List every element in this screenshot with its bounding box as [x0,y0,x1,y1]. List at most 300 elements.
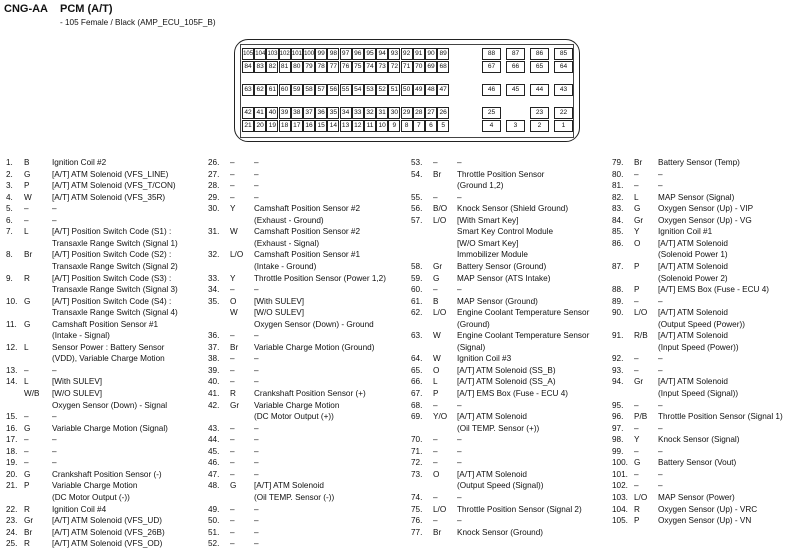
pin-number: 66. [411,377,423,387]
pin-number: 37. [208,342,220,352]
connector-pin: 19 [266,120,278,132]
connector-pin: 39 [279,107,291,119]
pin-number: 76. [411,516,423,526]
pin-description: Transaxle Range Switch (Signal 2) [52,261,178,271]
wire-color: P [24,481,30,491]
connector-pin: 74 [364,61,376,73]
connector-pin: 49 [413,84,425,96]
wire-color: Br [634,158,643,167]
connector-pin: 16 [303,120,315,132]
pin-description: [With SULEV] [254,296,305,306]
wire-color: W [230,227,238,237]
pin-description: (Solenoid Power 2) [658,273,728,283]
connector-pin: 20 [254,120,266,132]
pin-description: – [658,469,663,479]
wire-color: – [24,365,29,375]
pin-description: (Output Speed (Signal)) [457,481,544,491]
pin-description: Ignition Coil #3 [457,354,512,364]
wire-color: – [433,458,438,468]
pin-description: [A/T] ATM Solenoid [658,261,728,271]
wire-color: Y [230,273,236,283]
pin-number: 84. [612,215,624,225]
wire-color: – [230,365,235,375]
connector-pin: 62 [254,84,266,96]
pin-number: 95. [612,400,624,410]
pin-description: – [254,446,259,456]
pin-number: 45. [208,446,220,456]
connector-pin: 91 [413,48,425,60]
pin-description: Immobilizer Module [457,250,528,260]
pin-description: – [52,458,57,468]
connector-pin: 97 [340,48,352,60]
connector-pin: 34 [340,107,352,119]
wire-color: Y [230,204,236,214]
pin-number: 73. [411,469,423,479]
pin-description: (Exhaust - Ground) [254,215,324,225]
pin-description: – [254,365,259,375]
wire-color: – [230,446,235,456]
wire-color: L/O [634,492,648,502]
pin-description: [W/O SULEV] [52,389,103,398]
connector-pin: 40 [266,107,278,119]
wire-color: P [433,389,439,398]
pin-number: 79. [612,158,624,167]
pin-description: MAP Sensor (Ground) [457,296,538,306]
wire-color: – [230,539,235,549]
pin-number: 14. [6,377,18,387]
connector-pin: 7 [413,120,425,132]
connector-pin: 67 [482,61,501,73]
wire-color: – [24,458,29,468]
wire-color: – [230,377,235,387]
pin-description: – [254,527,259,537]
pin-description: (Intake - Ground) [254,261,317,271]
connector-pin: 5 [437,120,449,132]
wire-color: W [24,192,32,202]
connector-pin: 32 [364,107,376,119]
connector-pin: 72 [388,61,400,73]
pin-description: (Ground) [457,319,490,329]
header-code: CNG-AA [4,3,48,15]
pin-description: [A/T] EMS Box (Fuse - ECU 4) [457,389,569,398]
connector-pin: 64 [554,61,573,73]
pin-description: – [457,435,462,445]
pin-description: – [658,181,663,191]
connector-pin: 25 [482,107,501,119]
wire-color: – [634,365,639,375]
pin-description: Sensor Power : Battery Sensor [52,342,165,352]
pin-number: 97. [612,423,624,433]
wire-color: – [230,469,235,479]
pin-description: [A/T] Position Switch Code (S3) : [52,273,172,283]
pin-description: Engine Coolant Temperature Sensor [457,331,590,341]
wire-color: – [634,423,639,433]
wire-color: Br [230,342,239,352]
pin-number: 17. [6,435,18,445]
wire-color: – [634,296,639,306]
connector-pin: 28 [413,107,425,119]
pin-description: [With SULEV] [52,377,103,387]
pin-description: [W/O SULEV] [254,308,305,318]
wire-color: Br [24,250,33,260]
wire-color: Gr [24,516,34,526]
pin-description: Variable Charge Motion [254,400,340,410]
pin-description: – [254,469,259,479]
pin-description: [A/T] ATM Solenoid (VFS_LINE) [52,169,169,179]
pin-description: – [254,158,259,167]
pin-description: (Oil TEMP. Sensor (-)) [254,492,335,502]
pin-description: – [658,354,663,364]
wire-color: W [230,308,238,318]
pin-description: – [457,400,462,410]
pin-description: Ignition Coil #2 [52,158,107,167]
connector-pin: 33 [352,107,364,119]
wire-color: W [433,354,441,364]
wire-color: – [634,354,639,364]
pin-description: – [658,365,663,375]
pin-description: – [254,192,259,202]
pin-number: 62. [411,308,423,318]
wire-color: – [433,400,438,410]
wire-color: – [634,169,639,179]
pin-description: – [658,169,663,179]
wire-color: – [24,435,29,445]
connector-pin: 73 [376,61,388,73]
connector-pin: 82 [266,61,278,73]
connector-pin: 15 [315,120,327,132]
wire-color: Y [634,435,640,445]
pin-description: Battery Sensor (Vout) [658,458,737,468]
wire-color: O [230,296,237,306]
connector-pin: 85 [554,48,573,60]
wire-color: L/O [433,504,447,514]
wire-color: G [634,458,641,468]
pin-number: 10. [6,296,18,306]
pin-description: Variable Charge Motion (Signal) [52,423,168,433]
pin-description: [A/T] ATM Solenoid (VFS_35R) [52,192,166,202]
connector-pin: 36 [315,107,327,119]
wire-color: – [634,400,639,410]
wire-color: R [230,389,236,398]
wire-color: P [24,181,30,191]
pin-description: [W/O Smart Key] [457,238,519,248]
pin-description: (Solenoid Power 1) [658,250,728,260]
pin-description: Crankshaft Position Sensor (+) [254,389,366,398]
connector-pin: 17 [291,120,303,132]
pin-number: 67. [411,389,423,398]
pin-description: Knock Sensor (Ground) [457,527,544,537]
pin-description: [A/T] ATM Solenoid (SS_B) [457,365,556,375]
connector-pin: 65 [530,61,549,73]
pin-number: 20. [6,469,18,479]
pin-description: [A/T] ATM Solenoid (VFS_OD) [52,539,163,549]
wire-color: L [634,192,639,202]
pin-description: [With Smart Key] [457,215,519,225]
connector-pin: 11 [364,120,376,132]
pin-description: MAP Sensor (Power) [658,492,735,502]
connector-pin: 29 [401,107,413,119]
wire-color: Br [433,169,442,179]
pin-description: Oxygen Sensor (Up) - VG [658,215,752,225]
pin-number: 60. [411,285,423,295]
pin-number: 69. [411,412,423,422]
wire-color: O [433,365,440,375]
wire-color: G [230,481,237,491]
connector-pin: 37 [303,107,315,119]
pin-description: (DC Motor Output (+)) [254,412,334,422]
connector-pin: 89 [437,48,449,60]
connector-pin: 83 [254,61,266,73]
pin-number: 102. [612,481,628,491]
pin-description: – [457,285,462,295]
pin-number: 4. [6,192,13,202]
wire-color: P [634,285,640,295]
pin-number: 8. [6,250,13,260]
pin-description: (VDD), Variable Charge Motion [52,354,165,364]
pin-number: 50. [208,516,220,526]
pin-description: – [52,446,57,456]
pin-number: 65. [411,365,423,375]
pin-number: 23. [6,516,18,526]
pin-number: 86. [612,238,624,248]
connector-pin: 70 [413,61,425,73]
connector-pin: 80 [291,61,303,73]
pin-description: [A/T] ATM Solenoid [658,377,728,387]
wire-color: O [634,238,641,248]
pin-number: 49. [208,504,220,514]
pin-description: Ignition Coil #1 [658,227,713,237]
connector-pin: 9 [388,120,400,132]
pin-number: 15. [6,412,18,422]
connector-pin: 59 [291,84,303,96]
connector-pin: 92 [401,48,413,60]
pin-number: 56. [411,204,423,214]
pin-description: Crankshaft Position Sensor (-) [52,469,162,479]
pin-description: [A/T] ATM Solenoid (VFS_UD) [52,516,162,526]
wire-color: G [433,273,440,283]
connector-pin: 96 [352,48,364,60]
pin-number: 28. [208,181,220,191]
pin-description: [A/T] ATM Solenoid [658,308,728,318]
pin-number: 6. [6,215,13,225]
pin-description: MAP Sensor (Signal) [658,192,735,202]
pin-description: [A/T] Position Switch Code (S1) : [52,227,172,237]
wire-color: – [634,446,639,456]
pin-number: 89. [612,296,624,306]
pin-number: 82. [612,192,624,202]
wire-color: O [433,469,440,479]
pin-number: 58. [411,261,423,271]
pin-description: – [52,435,57,445]
connector-pin: 58 [303,84,315,96]
pin-number: 92. [612,354,624,364]
pin-number: 44. [208,435,220,445]
pin-number: 26. [208,158,220,167]
pin-description: – [254,539,259,549]
pin-description: Transaxle Range Switch (Signal 4) [52,308,178,318]
connector-pin: 79 [303,61,315,73]
wire-color: G [24,296,31,306]
pin-number: 25. [6,539,18,549]
pin-number: 103. [612,492,628,502]
pin-number: 41. [208,389,220,398]
pin-description: Camshaft Position Sensor #2 [254,204,361,214]
connector-pin: 75 [352,61,364,73]
wire-color: G [24,423,31,433]
connector-pin: 93 [388,48,400,60]
pin-description: Camshaft Position Sensor #1 [52,319,159,329]
pin-number: 53. [411,158,423,167]
connector-pin: 27 [425,107,437,119]
pin-number: 32. [208,250,220,260]
pin-number: 57. [411,215,423,225]
connector-pin: 99 [315,48,327,60]
pin-description: (Intake - Signal) [52,331,110,341]
wire-color: – [230,181,235,191]
pin-number: 100. [612,458,628,468]
pin-number: 104. [612,504,628,514]
wire-color: R [24,273,30,283]
connector-pin: 54 [352,84,364,96]
connector-pin: 10 [376,120,388,132]
wire-color: – [24,215,29,225]
connector-pin: 22 [554,107,573,119]
pin-number: 33. [208,273,220,283]
pin-number: 93. [612,365,624,375]
pin-description: Ignition Coil #4 [52,504,107,514]
connector-pin: 101 [291,48,303,60]
connector-pin: 98 [327,48,339,60]
connector-pin: 76 [340,61,352,73]
pin-number: 30. [208,204,220,214]
pin-description: Oxygen Sensor (Up) - VIP [658,204,754,214]
pin-number: 61. [411,296,423,306]
pin-number: 43. [208,423,220,433]
pin-description: [A/T] ATM Solenoid [254,481,324,491]
pin-description: (Input Speed (Signal)) [658,389,739,398]
pin-description: MAP Sensor (ATS Intake) [457,273,551,283]
pin-description: Oxygen Sensor (Down) - Ground [254,319,374,329]
wire-color: R [24,539,30,549]
pin-description: [A/T] Position Switch Code (S4) : [52,296,172,306]
pin-number: 48. [208,481,220,491]
wire-color: – [230,354,235,364]
pin-number: 101. [612,469,628,479]
pin-description: [A/T] EMS Box (Fuse - ECU 4) [658,285,770,295]
pin-description: Knock Sensor (Shield Ground) [457,204,569,214]
wire-color: Br [24,527,33,537]
pin-number: 3. [6,181,13,191]
pin-description: – [457,458,462,468]
connector-pin: 14 [327,120,339,132]
pin-description: – [658,296,663,306]
pin-description: (Ground 1,2) [457,181,504,191]
connector-pin: 31 [376,107,388,119]
connector-pin: 8 [401,120,413,132]
pin-number: 85. [612,227,624,237]
connector-pin: 41 [254,107,266,119]
pin-description: Knock Sensor (Signal) [658,435,740,445]
wire-color: P/B [634,412,648,422]
pin-description: [A/T] Position Switch Code (S2) : [52,250,172,260]
wire-color: R [634,504,640,514]
pin-number: 29. [208,192,220,202]
pin-number: 27. [208,169,220,179]
wire-color: W/B [24,389,40,398]
pin-description: – [457,446,462,456]
connector-pin: 50 [401,84,413,96]
pin-number: 36. [208,331,220,341]
connector-pin: 60 [279,84,291,96]
connector-pin: 46 [482,84,501,96]
pin-number: 42. [208,400,220,410]
pin-description: Camshaft Position Sensor #2 [254,227,361,237]
pin-number: 59. [411,273,423,283]
wire-color: – [634,481,639,491]
pin-number: 1. [6,158,13,167]
connector-pin: 102 [279,48,291,60]
wire-color: – [433,435,438,445]
connector-pin: 66 [506,61,525,73]
connector-pin: 30 [388,107,400,119]
pin-description: Smart Key Control Module [457,227,554,237]
wire-color: – [230,285,235,295]
pin-description: – [658,400,663,410]
pin-number: 31. [208,227,220,237]
pin-description: Battery Sensor (Ground) [457,261,547,271]
connector-pin: 94 [376,48,388,60]
wire-color: – [24,412,29,422]
connector-pin: 52 [376,84,388,96]
pin-number: 21. [6,481,18,491]
pin-number: 70. [411,435,423,445]
connector-pin: 78 [315,61,327,73]
connector-pin: 77 [327,61,339,73]
wire-color: – [24,446,29,456]
pin-number: 7. [6,227,13,237]
connector-pin: 42 [242,107,254,119]
wire-color: – [634,469,639,479]
pin-number: 47. [208,469,220,479]
pin-description: – [658,481,663,491]
pin-number: 64. [411,354,423,364]
pin-number: 72. [411,458,423,468]
pin-description: – [254,285,259,295]
pin-description: Oxygen Sensor (Up) - VRC [658,504,758,514]
pin-number: 68. [411,400,423,410]
wire-color: L [433,377,438,387]
wire-color: G [24,319,31,329]
wire-color: L/O [634,308,648,318]
pin-number: 38. [208,354,220,364]
connector-pin: 68 [437,61,449,73]
pin-description: Transaxle Range Switch (Signal 1) [52,238,178,248]
connector-pin: 13 [340,120,352,132]
pin-description: – [254,181,259,191]
wire-color: L [24,227,29,237]
connector-pin: 71 [401,61,413,73]
connector-pin: 44 [530,84,549,96]
pin-description: – [457,516,462,526]
pin-description: [A/T] ATM Solenoid (SS_A) [457,377,556,387]
wire-color: L/O [230,250,244,260]
pin-description: (Signal) [457,342,486,352]
pin-number: 71. [411,446,423,456]
pin-description: – [52,215,57,225]
pin-description: – [457,158,462,167]
pin-description: – [457,192,462,202]
pin-number: 98. [612,435,624,445]
